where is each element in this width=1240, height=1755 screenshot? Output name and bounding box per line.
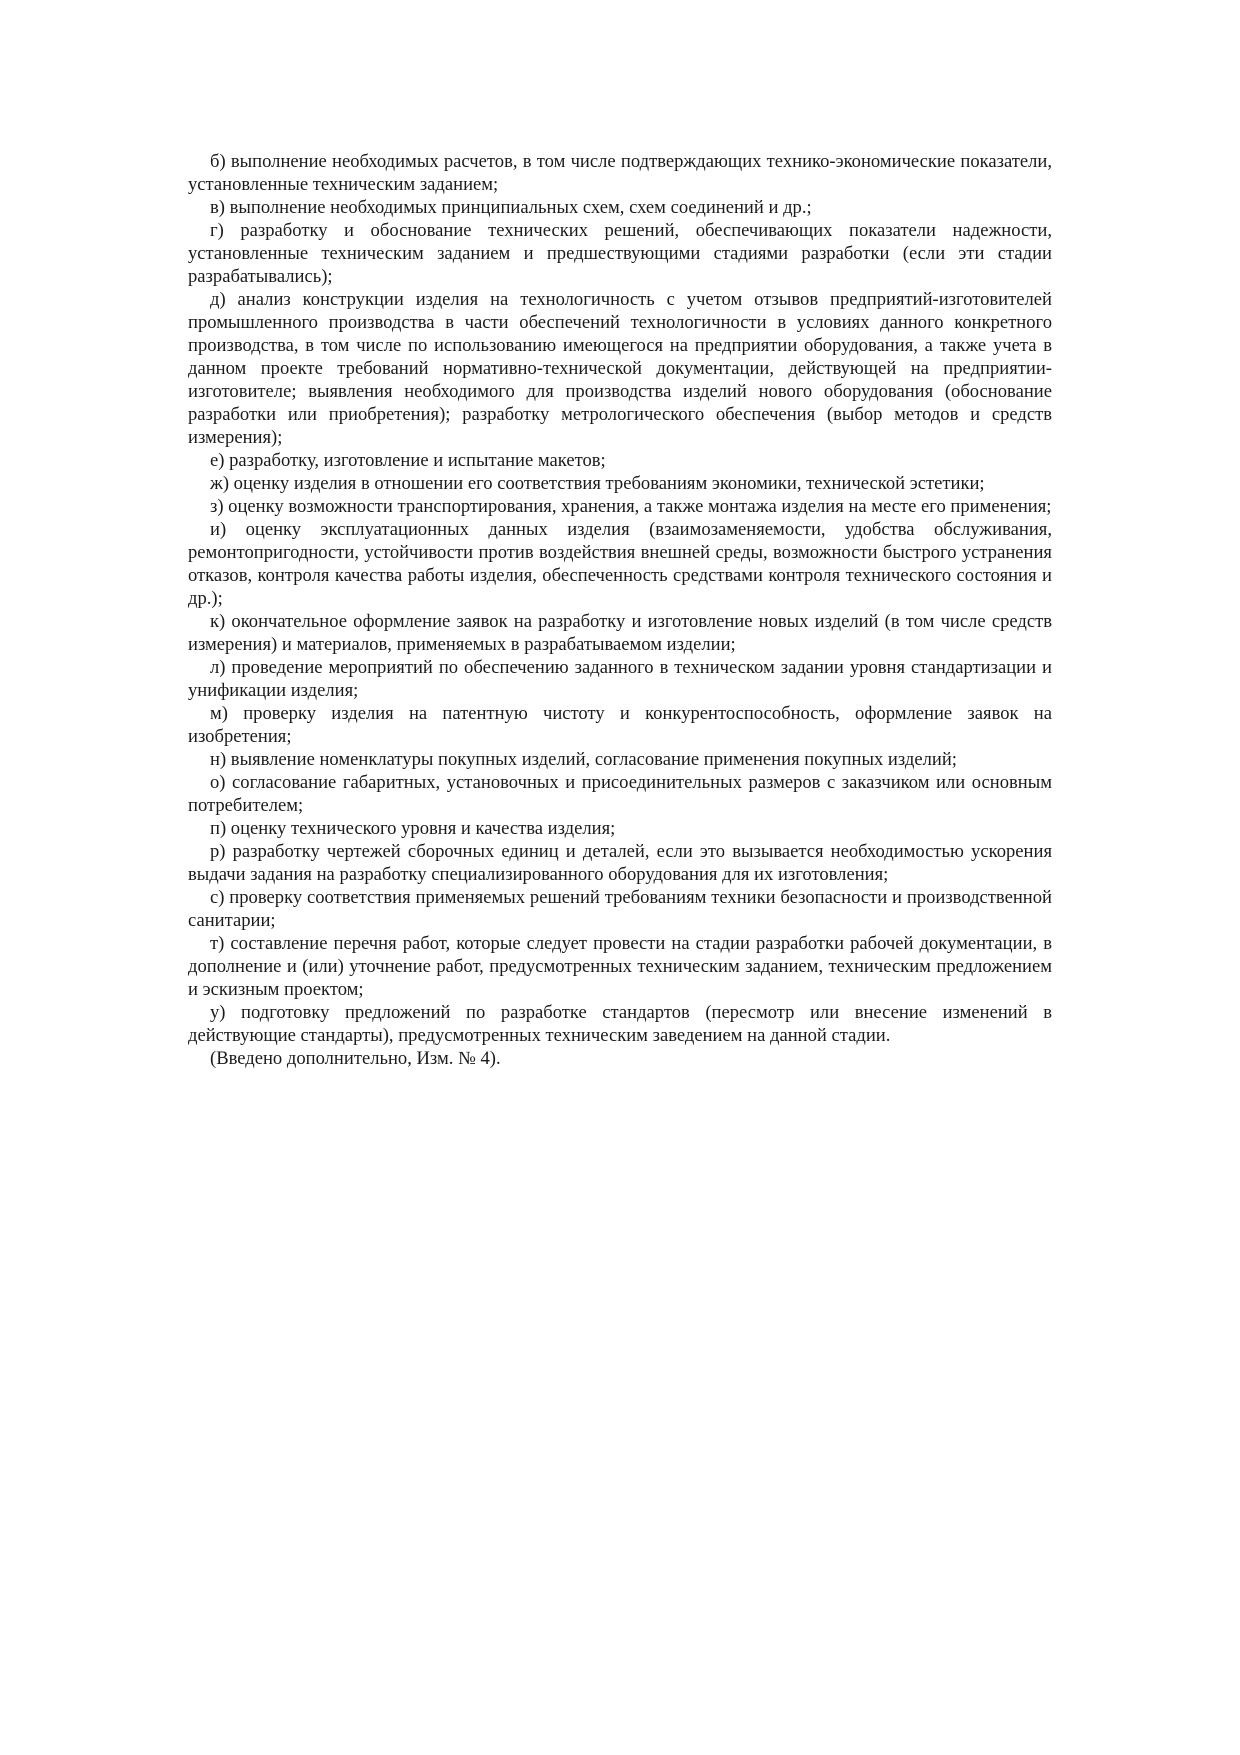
paragraph-v: в) выполнение необходимых принципиальных схем, схем соединений и др.; (210, 197, 812, 218)
paragraph-e: е) разработку, изготовление и испытание макетов; (210, 450, 606, 471)
paragraph-b: б) выполнение необходимых расчетов, в том числе подтверждающих технико-экономические показатели, установленные техническим заданием; (188, 151, 1052, 195)
paragraph-m: м) проверку изделия на патентную чистоту и конкурентоспособность, оформление заявок на изобретения; (188, 703, 1052, 747)
paragraph-p: п) оценку технического уровня и качества изделия; (210, 818, 616, 839)
paragraph-t: т) составление перечня работ, которые следует провести на стадии разработки рабочей документации, в дополнение и (или) уточнение работ, предусмотренных техническим заданием, техническим предложением и эскизным проектом; (188, 933, 1052, 1000)
paragraph-o: о) согласование габаритных, установочных и присоединительных размеров с заказчиком или основным потребителем; (188, 772, 1052, 816)
paragraph-u: у) подготовку предложений по разработке стандартов (пересмотр или внесение изменений в действующие стандарты), предусмотренных техническим заведением на данной стадии. (188, 1002, 1052, 1046)
amendment-note: (Введено дополнительно, Изм. № 4). (210, 1048, 501, 1069)
paragraph-zh: ж) оценку изделия в отношении его соответствия требованиям экономики, технической эстетики; (210, 473, 985, 494)
paragraph-d: д) анализ конструкции изделия на технологичность с учетом отзывов предприятий-изготовителей промышленного производства в части обеспечений технологичности в условиях данного конкретного производства, в том числе по использованию имеющегося на предприятии оборудования, а также учета в данном проекте требований нормативно-технической документации, действующей на предприятии-изготовителе; выявления необходимого для производства изделий нового оборудования (обоснование разработки или приобретения); разработку метрологического обеспечения (выбор методов и средств измерения); (188, 289, 1052, 448)
paragraph-i: и) оценку эксплуатационных данных изделия (взаимозаменяемости, удобства обслуживания, ремонтопригодности, устойчивости против воздействия внешней среды, возможности быстрого устранения отказов, контроля качества работы изделия, обеспеченность средствами контроля технического состояния и др.); (188, 519, 1052, 609)
paragraph-s: с) проверку соответствия применяемых решений требованиям техники безопасности и производственной санитарии; (188, 887, 1052, 931)
document-body (188, 150, 1052, 1070)
paragraph-k: к) окончательное оформление заявок на разработку и изготовление новых изделий (в том числе средств измерения) и материалов, применяемых в разрабатываемом изделии; (188, 611, 1052, 655)
paragraph-g: г) разработку и обоснование технических решений, обеспечивающих показатели надежности, установленные техническим заданием и предшествующими стадиями разработки (если эти стадии разрабатывались); (188, 220, 1052, 287)
paragraph-r: р) разработку чертежей сборочных единиц и деталей, если это вызывается необходимостью ускорения выдачи задания на разработку специализированного оборудования для их изготовления; (188, 841, 1052, 885)
paragraph-n: н) выявление номенклатуры покупных изделий, согласование применения покупных изделий; (210, 749, 957, 770)
paragraph-l: л) проведение мероприятий по обеспечению заданного в техническом задании уровня стандартизации и унификации изделия; (188, 657, 1052, 701)
paragraph-z: з) оценку возможности транспортирования, хранения, а также монтажа изделия на месте его применения; (210, 496, 1052, 517)
